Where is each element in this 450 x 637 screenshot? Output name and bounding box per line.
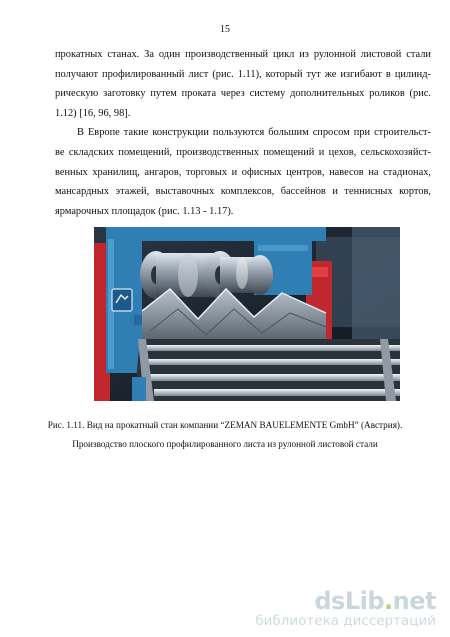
dslib-watermark [255,587,436,629]
logo-main: dsLib [314,587,385,615]
logo-dot: . [384,587,393,615]
text-line: ярмарочных площадок (рис. 1.13 - 1.17). [55,205,234,217]
text-line: 1.12) [16, 96, 98]. [55,107,131,119]
rolling-mill-photo [94,227,400,401]
text-line: венных хранилищ, ангаров, торговых и офисных центров, навесов на стадионах, [55,166,431,178]
dslib-logo [255,587,436,615]
paragraph-1 [55,45,431,123]
logo-tld: net [392,587,436,615]
text-line: получают профилированный лист (рис. 1.11), который тут же изгибают в цилинд- [55,68,431,80]
forming-rollers [140,251,273,299]
paragraph-2 [55,123,431,221]
text-line: прокатных станах. За один производственный цикл из рулонной листовой стали [55,49,431,60]
watermark-subtitle: библиотека диссертаций [255,613,436,629]
safety-sign-icon [112,289,132,311]
text-line: мансардных этажей, выставочных комплексов, бассейнов и теннисных кортов, [55,186,431,198]
figure-caption: Рис. 1.11. Вид на прокатный стан компании “ZEMAN BAUELEMENTE GmbH” (Австрия). [47,420,403,430]
figure-caption-subtitle: Производство плоского профилированного листа из рулонной листовой стали [72,439,378,449]
text-line: В Европе такие конструкции пользуются большим спросом при строительст- [77,127,431,139]
roller-table [132,339,400,401]
text-line: рическую заготовку путем проката через систему дополнительных роликов (рис. [55,88,431,100]
body-text [55,45,431,221]
text-line: ве складских помещений, производственных помещений и цехов, сельскохозяйст- [55,146,431,158]
page-number: 15 [220,24,230,35]
